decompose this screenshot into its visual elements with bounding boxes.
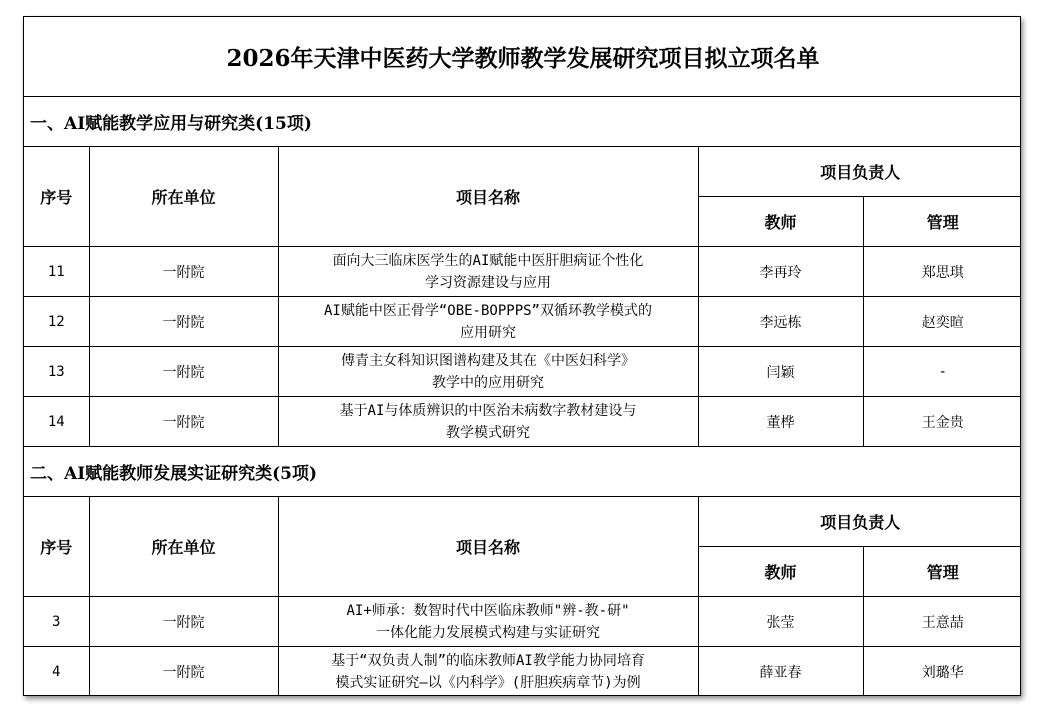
project-name-cell [278, 347, 698, 397]
section-heading-1: 一、AI赋能教学应用与研究类(15项) [24, 97, 1021, 147]
project-name-cell [278, 597, 698, 647]
project-name-line2: 应用研究 [460, 324, 516, 341]
table-row [24, 247, 1021, 297]
admin-cell: 赵奕暄 [863, 297, 1021, 347]
header-unit: 所在单位 [89, 497, 278, 597]
seq-cell: 12 [24, 297, 89, 347]
table-row [24, 647, 1021, 697]
teacher-cell: 闫颖 [698, 347, 863, 397]
table-row [24, 397, 1021, 447]
header-admin: 管理 [863, 197, 1021, 247]
page-title: 2026年天津中医药大学教师教学发展研究项目拟立项名单 [24, 17, 1021, 97]
header-project: 项目名称 [278, 147, 698, 247]
seq-cell: 4 [24, 647, 89, 697]
project-name-line1: 基于AI与体质辨识的中医治未病数字教材建设与 [339, 402, 637, 419]
project-name-line2: 模式实证研究—以《内科学》(肝胆疾病章节)为例 [335, 674, 641, 691]
teacher-cell: 董桦 [698, 397, 863, 447]
document-frame [23, 16, 1021, 696]
admin-cell: 王意喆 [863, 597, 1021, 647]
table-row [24, 297, 1021, 347]
teacher-cell: 李再玲 [698, 247, 863, 297]
header-seq: 序号 [24, 497, 89, 597]
unit-cell: 一附院 [89, 297, 278, 347]
project-name-line2: 学习资源建设与应用 [425, 274, 551, 291]
header-admin: 管理 [863, 547, 1021, 597]
seq-cell: 11 [24, 247, 89, 297]
unit-cell: 一附院 [89, 247, 278, 297]
project-name-line1: 傅青主女科知识图谱构建及其在《中医妇科学》 [341, 352, 635, 369]
header-leader: 项目负责人 [698, 497, 1021, 547]
header-leader: 项目负责人 [698, 147, 1021, 197]
teacher-cell: 李远栋 [698, 297, 863, 347]
admin-cell: 刘璐华 [863, 647, 1021, 697]
header-teacher: 教师 [698, 547, 863, 597]
table-row [24, 347, 1021, 397]
header-seq: 序号 [24, 147, 89, 247]
project-name-line1: AI+师承：数智时代中医临床教师"辨-教-研" [346, 602, 630, 619]
admin-cell: 郑思琪 [863, 247, 1021, 297]
teacher-cell: 张莹 [698, 597, 863, 647]
teacher-cell: 薛亚春 [698, 647, 863, 697]
admin-cell: 王金贵 [863, 397, 1021, 447]
table-row [24, 597, 1021, 647]
header-project: 项目名称 [278, 497, 698, 597]
header-teacher: 教师 [698, 197, 863, 247]
seq-cell: 13 [24, 347, 89, 397]
project-name-line1: AI赋能中医正骨学“OBE-BOPPPS”双循环教学模式的 [323, 302, 652, 319]
header-unit: 所在单位 [89, 147, 278, 247]
project-table [24, 17, 1021, 696]
unit-cell: 一附院 [89, 397, 278, 447]
project-name-cell [278, 247, 698, 297]
admin-cell: - [863, 347, 1021, 397]
unit-cell: 一附院 [89, 347, 278, 397]
section-heading-2: 二、AI赋能教师发展实证研究类(5项) [24, 447, 1021, 497]
project-name-cell [278, 647, 698, 697]
project-name-line1: 面向大三临床医学生的AI赋能中医肝胆病证个性化 [332, 252, 644, 269]
seq-cell: 3 [24, 597, 89, 647]
project-name-cell [278, 297, 698, 347]
project-name-line1: 基于“双负责人制”的临床教师AI教学能力协同培育 [331, 652, 645, 669]
project-name-line2: 教学模式研究 [446, 424, 530, 441]
project-name-line2: 教学中的应用研究 [432, 374, 544, 391]
unit-cell: 一附院 [89, 647, 278, 697]
unit-cell: 一附院 [89, 597, 278, 647]
project-name-cell [278, 397, 698, 447]
seq-cell: 14 [24, 397, 89, 447]
project-name-line2: 一体化能力发展模式构建与实证研究 [376, 624, 600, 641]
